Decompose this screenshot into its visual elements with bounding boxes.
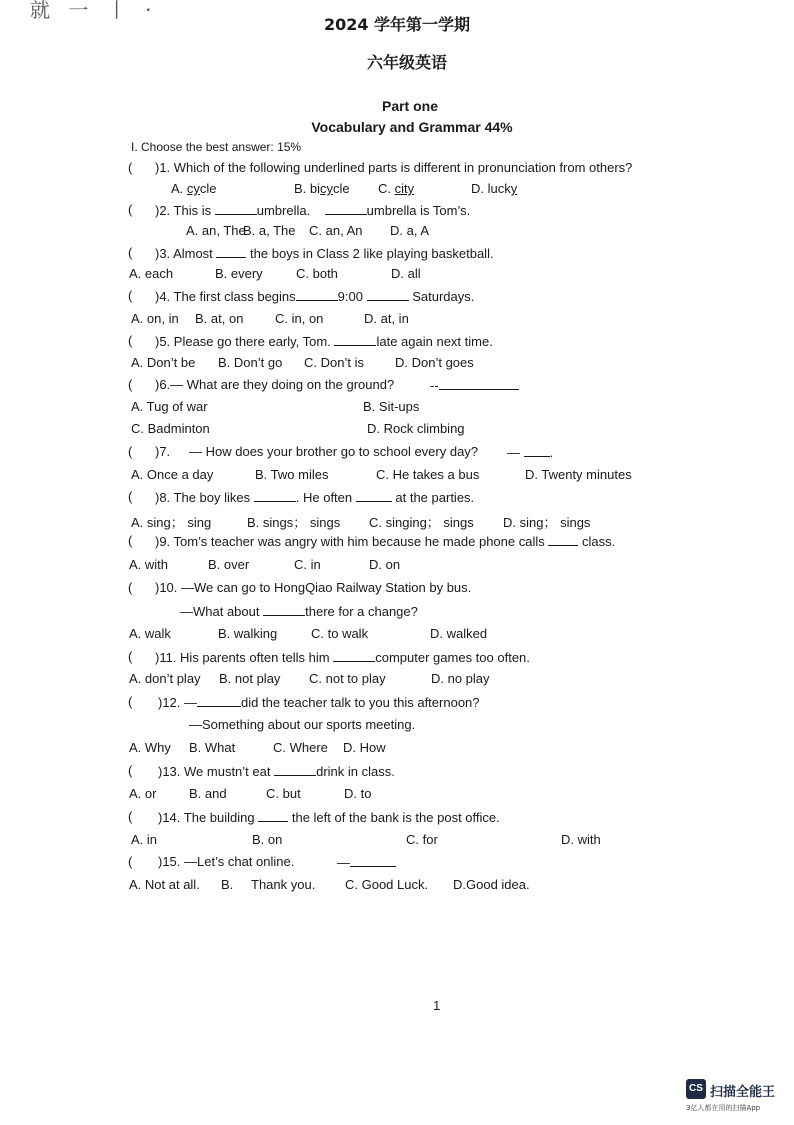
q6-option-d: D. Rock climbing [367, 421, 465, 436]
q9-option-b: B. over [208, 557, 250, 572]
question-5-stem: )5. Please go there early, Tom. late again next time. [155, 334, 493, 349]
answer-bracket-open: ( [128, 377, 133, 392]
answer-bracket-open: ( [128, 763, 133, 778]
question-13-stem: )13. We mustn’t eat drink in class. [158, 764, 395, 779]
exam-term-title: 2024 学年第一学期 [323, 15, 471, 34]
q13-option-d: D. to [344, 786, 372, 801]
instruction-line: I. Choose the best answer: 15% [131, 140, 302, 154]
q12-option-d: D. How [343, 740, 386, 755]
q3-option-c: C. both [296, 266, 338, 281]
q10-option-a: A. walk [129, 626, 171, 641]
section-heading: Vocabulary and Grammar 44% [311, 119, 513, 135]
q6-option-a: A. Tug of war [131, 399, 208, 414]
watermark-tagline: 3亿人都在用的扫描App [686, 1104, 761, 1112]
part-heading: Part one [381, 98, 438, 114]
q11-option-c: C. not to play [309, 671, 386, 686]
q3-option-d: D. all [391, 266, 421, 281]
q15-option-d: D.Good idea. [453, 877, 530, 892]
q15-option-c: C. Good Luck. [345, 877, 429, 892]
q14-option-a: A. in [131, 832, 158, 847]
q14-option-b: B. on [252, 832, 283, 847]
q3-option-a: A. each [129, 266, 174, 281]
q13-option-b: B. and [189, 786, 227, 801]
q1-option-b: B. bicycle [294, 181, 350, 196]
q10-option-b: B. walking [218, 626, 278, 641]
q8-option-d: D. sing； sings [503, 515, 591, 530]
question-7-response: — . [507, 445, 554, 460]
question-15-response: — [337, 854, 396, 870]
camscanner-logo-icon: CS [686, 1079, 706, 1099]
question-7-number: )7. [155, 444, 171, 459]
q2-option-d: D. a, A [390, 223, 430, 238]
q2-option-c: C. an, An [309, 223, 363, 238]
q12-option-b: B. What [189, 740, 236, 755]
q3-option-b: B. every [215, 266, 263, 281]
answer-bracket-open: ( [128, 649, 133, 664]
q6-option-c: C. Badminton [131, 421, 210, 436]
q14-option-d: D. with [561, 832, 601, 847]
question-2-stem: )2. This is umbrella. umbrella is Tom’s. [155, 203, 471, 218]
answer-bracket-open: ( [128, 694, 133, 709]
q5-option-d: D. Don’t goes [395, 355, 474, 370]
watermark-name: 扫描全能王 [710, 1085, 776, 1100]
q1-option-a: A. cycle [171, 181, 217, 196]
question-14-stem: )14. The building the left of the bank is the post office. [158, 810, 500, 825]
answer-bracket-open: ( [128, 202, 133, 217]
q4-option-d: D. at, in [364, 311, 409, 326]
question-10-stem-line2: —What about there for a change? [180, 604, 418, 619]
answer-bracket-open: ( [128, 444, 133, 459]
q2-option-b: B. a, The [243, 223, 296, 238]
question-6-stem: )6.— What are they doing on the ground? [155, 377, 395, 392]
q8-option-b: B. sings； sings [247, 515, 341, 530]
page-number: 1 [433, 998, 441, 1013]
q9-option-d: D. on [369, 557, 401, 572]
q7-option-d: D. Twenty minutes [525, 467, 632, 482]
q5-option-c: C. Don’t is [304, 355, 364, 370]
q7-option-b: B. Two miles [255, 467, 329, 482]
answer-bracket-open: ( [128, 809, 133, 824]
q15-option-a: A. Not at all. [129, 877, 200, 892]
answer-bracket-open: ( [128, 580, 133, 595]
answer-bracket-open: ( [128, 288, 133, 303]
q1-option-d: D. lucky [471, 181, 518, 196]
answer-bracket-open: ( [128, 489, 133, 504]
q2-option-a: A. an, The [186, 223, 246, 238]
question-12-stem: )12. — did the teacher talk to you this afternoon? [158, 695, 480, 710]
q7-option-a: A. Once a day [131, 467, 214, 482]
q11-option-b: B. not play [219, 671, 281, 686]
question-10-stem: )10. —We can go to HongQiao Railway Station by bus. [155, 580, 472, 595]
answer-bracket-open: ( [128, 533, 133, 548]
q1-option-c: C. city [378, 181, 415, 196]
q6-option-b: B. Sit-ups [363, 399, 420, 414]
question-4-stem: )4. The first class begins 9:00 Saturdays. [155, 289, 475, 304]
q13-option-a: A. or [129, 786, 157, 801]
q12-option-c: C. Where [273, 740, 328, 755]
q13-option-c: C. but [266, 786, 301, 801]
question-11-stem: )11. His parents often tells him computer games too often. [155, 650, 530, 665]
q15-option-b-letter: B. [221, 877, 234, 892]
question-15-stem: )15. —Let’s chat online. [158, 854, 295, 869]
q4-option-c: C. in, on [275, 311, 324, 326]
q10-option-c: C. to walk [311, 626, 369, 641]
answer-bracket-open: ( [128, 245, 133, 260]
answer-bracket-open: ( [128, 160, 133, 175]
q5-option-b: B. Don’t go [218, 355, 283, 370]
question-1-stem: )1. Which of the following underlined parts is different in pronunciation from others? [155, 160, 633, 175]
question-3-stem: )3. Almost the boys in Class 2 like playing basketball. [155, 246, 494, 261]
question-6-response: -- [430, 377, 519, 393]
question-12-response: —Something about our sports meeting. [189, 717, 416, 732]
handwritten-scribble: 就 一 丨 · [30, 0, 158, 22]
question-8-stem: )8. The boy likes . He often at the parties. [155, 490, 475, 505]
q7-option-c: C. He takes a bus [376, 467, 480, 482]
question-7-stem: — How does your brother go to school every day? [189, 444, 479, 459]
q5-option-a: A. Don’t be [131, 355, 196, 370]
exam-subject-title: 六年级英语 [366, 53, 447, 72]
answer-bracket-open: ( [128, 854, 133, 869]
q4-option-b: B. at, on [195, 311, 244, 326]
q8-option-c: C. singing； sings [369, 515, 474, 530]
answer-bracket-open: ( [128, 333, 133, 348]
q14-option-c: C. for [406, 832, 438, 847]
q8-option-a: A. sing； sing [131, 515, 212, 530]
q10-option-d: D. walked [430, 626, 488, 641]
q11-option-a: A. don’t play [129, 671, 201, 686]
q9-option-a: A. with [129, 557, 169, 572]
q12-option-a: A. Why [129, 740, 171, 755]
q15-option-b: Thank you. [251, 877, 316, 892]
q11-option-d: D. no play [431, 671, 490, 686]
q4-option-a: A. on, in [131, 311, 179, 326]
q9-option-c: C. in [294, 557, 321, 572]
question-9-stem: )9. Tom’s teacher was angry with him because he made phone calls class. [155, 534, 616, 549]
